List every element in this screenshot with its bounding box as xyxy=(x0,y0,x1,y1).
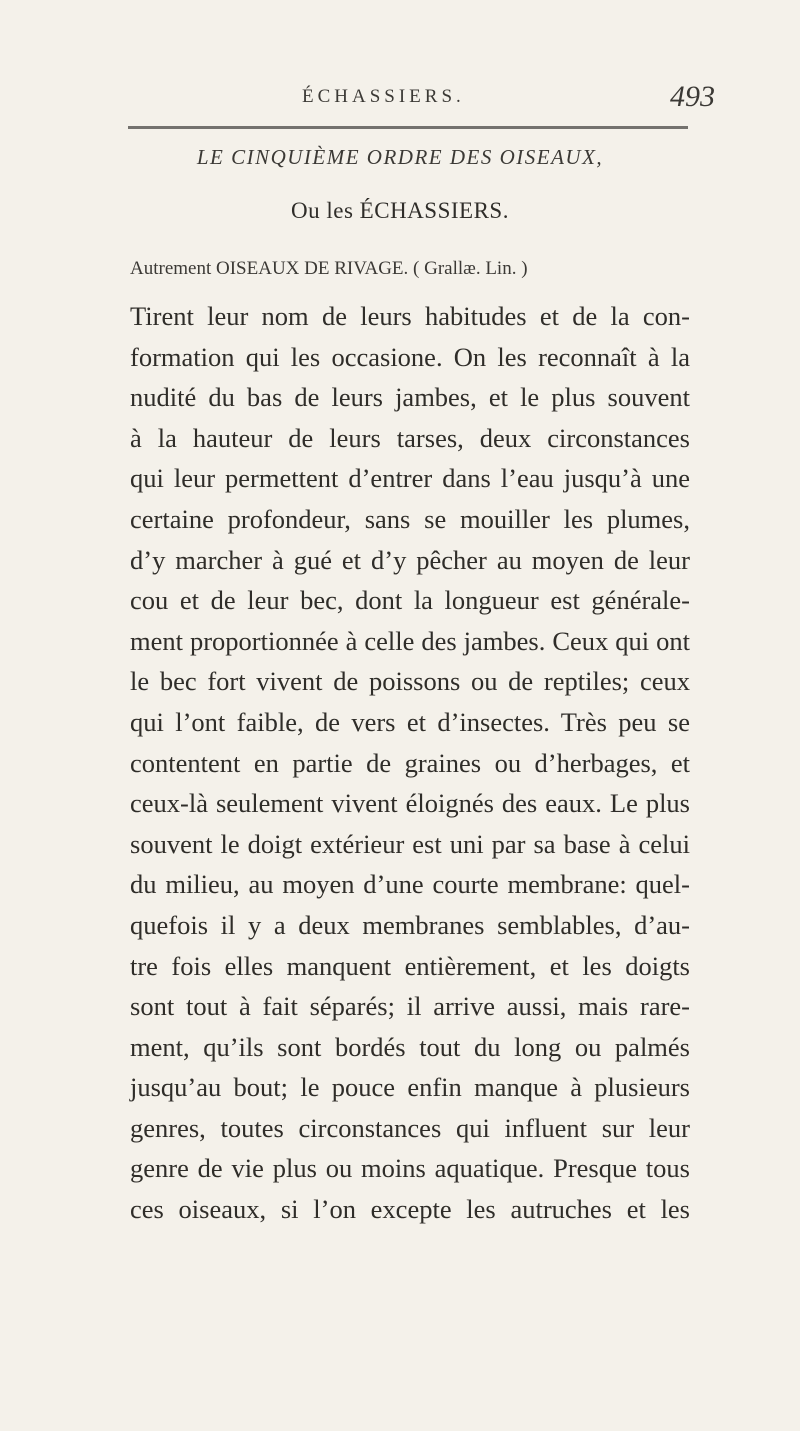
text-line: ment proportionnée à celle des jambes. Ceux qui ont xyxy=(130,625,690,656)
text-line: tre fois elles manquent entièrement, et les doigts xyxy=(130,950,690,981)
text-line: ces oiseaux, si l’on excepte les autruches et les xyxy=(130,1194,690,1225)
text-line: jusqu’au bout; le pouce enfin manque à plusieurs xyxy=(130,1072,690,1103)
text-line: cou et de leur bec, dont la longueur est générale- xyxy=(130,585,690,616)
page-number: 493 xyxy=(670,80,715,113)
text-line: qui leur permettent d’entrer dans l’eau jusqu’à une xyxy=(130,463,690,494)
running-title: ÉCHASSIERS. xyxy=(302,86,465,107)
text-line: d’y marcher à gué et d’y pêcher au moyen de leur xyxy=(130,544,690,575)
section-subtitle: Ou les ÉCHASSIERS. xyxy=(291,198,509,223)
header-rule xyxy=(128,126,688,129)
text-line: quefois il y a deux membranes semblables, d’au- xyxy=(130,909,690,940)
text-line: ment, qu’ils sont bordés tout du long ou palmés xyxy=(130,1031,690,1062)
text-line: qui l’ont faible, de vers et d’insectes. Très peu se xyxy=(130,706,690,737)
text-line: genres, toutes circonstances qui influent sur leur xyxy=(130,1112,690,1143)
text-line: formation qui les occasione. On les reconnaît à la xyxy=(130,341,690,372)
text-line: le bec fort vivent de poissons ou de reptiles; ceux xyxy=(130,666,690,697)
text-line: nudité du bas de leurs jambes, et le plus souvent xyxy=(130,382,690,413)
text-line: genre de vie plus ou moins aquatique. Presque tous xyxy=(130,1153,690,1184)
text-line: souvent le doigt extérieur est uni par sa base à celui xyxy=(130,828,690,859)
synonym-line: Autrement OISEAUX DE RIVAGE. ( Grallæ. Lin. ) xyxy=(130,258,528,279)
text-line: certaine profondeur, sans se mouiller les plumes, xyxy=(130,503,690,534)
text-line: ceux-là seulement vivent éloignés des eaux. Le plus xyxy=(130,788,690,819)
order-title: LE CINQUIÈME ORDRE DES OISEAUX, xyxy=(196,145,604,169)
text-line: du milieu, au moyen d’une courte membrane: quel- xyxy=(130,869,690,900)
text-line: contentent en partie de graines ou d’herbages, et xyxy=(130,747,690,778)
running-head xyxy=(0,80,800,120)
text-line: Tirent leur nom de leurs habitudes et de la con- xyxy=(130,301,690,331)
text-line: sont tout à fait séparés; il arrive aussi, mais rare- xyxy=(130,991,690,1022)
body-paragraph xyxy=(130,296,690,1230)
text-line: à la hauteur de leurs tarses, deux circonstances xyxy=(130,422,690,453)
